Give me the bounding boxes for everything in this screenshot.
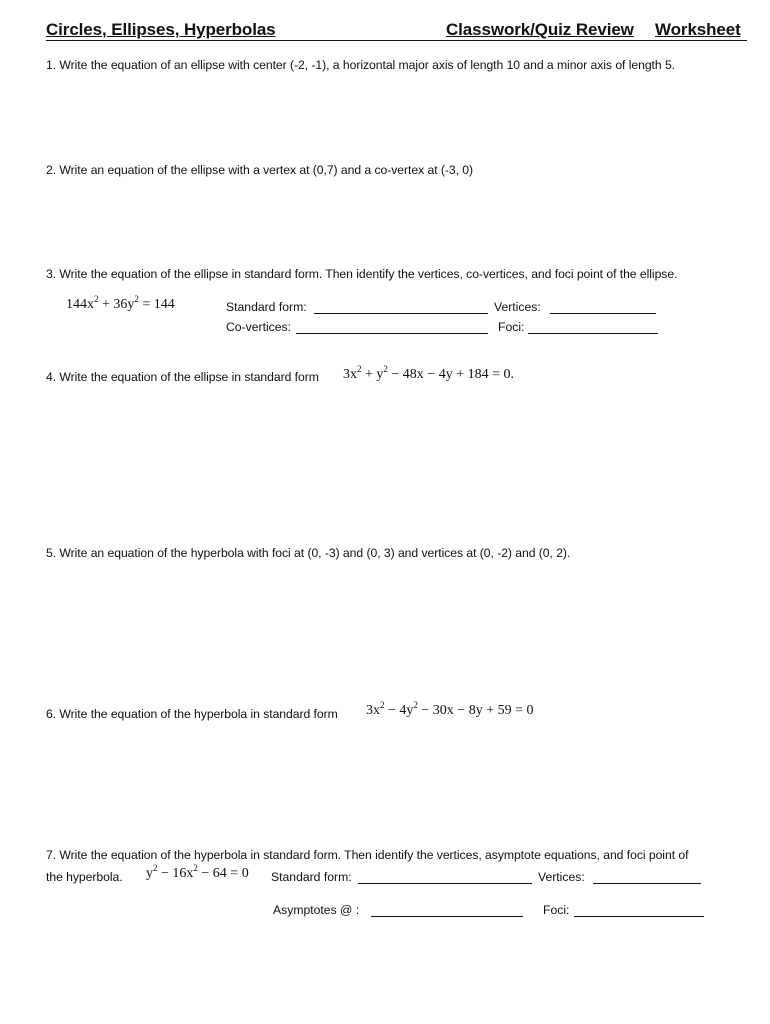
question-7-line-2: the hyperbola. (46, 870, 123, 884)
question-5: 5. Write an equation of the hyperbola with foci at (0, -3) and (0, 3) and vertices at (0, -2) and (0, 2). (46, 546, 571, 560)
question-4-equation: $3x^2 + y^2 - 48x - 4y + 184 = 0$. (343, 364, 514, 382)
q3-vertices-label: Vertices: (494, 300, 541, 314)
header-rule (46, 40, 747, 41)
q7-asymptotes-label: Asymptotes @ : (273, 903, 360, 917)
q3-vertices-blank[interactable] (550, 313, 656, 314)
q7-asymptotes-blank[interactable] (371, 916, 523, 917)
q7-foci-blank[interactable] (574, 916, 704, 917)
q7-vertices-label: Vertices: (538, 870, 585, 884)
q3-standard-form-label: Standard form: (226, 300, 307, 314)
worksheet-title: Circles, Ellipses, Hyperbolas (46, 20, 276, 39)
q7-standard-form-blank[interactable] (358, 883, 532, 884)
q3-co-vertices-blank[interactable] (296, 333, 488, 334)
worksheet-subtitle-right: Worksheet (655, 20, 741, 39)
question-4: 4. Write the equation of the ellipse in standard form (46, 370, 319, 384)
q3-standard-form-blank[interactable] (314, 313, 488, 314)
q3-foci-label: Foci: (498, 320, 525, 334)
question-6: 6. Write the equation of the hyperbola in standard form (46, 707, 338, 721)
question-6-equation: $3x^2 - 4y^2 - 30x - 8y + 59 = 0$ (366, 700, 534, 718)
q3-co-vertices-label: Co-vertices: (226, 320, 292, 334)
q7-vertices-blank[interactable] (593, 883, 701, 884)
question-7-equation: $y^2 - 16x^2 - 64 = 0$ (146, 863, 249, 881)
question-2: 2. Write an equation of the ellipse with a vertex at (0,7) and a co-vertex at (-3, 0) (46, 163, 474, 177)
question-1: 1. Write the equation of an ellipse with center (-2, -1), a horizontal major axis of length 10 and a minor axis of length 5. (46, 58, 676, 72)
q7-standard-form-label: Standard form: (271, 870, 352, 884)
question-7-line-1: 7. Write the equation of the hyperbola in standard form. Then identify the vertices, asymptote equations, and foci point of (46, 848, 689, 862)
q3-foci-blank[interactable] (528, 333, 658, 334)
q7-foci-label: Foci: (543, 903, 570, 917)
question-3: 3. Write the equation of the ellipse in standard form. Then identify the vertices, co-vertices, and foci point of the ellipse. (46, 267, 678, 281)
worksheet-subtitle-left: Classwork/Quiz Review (446, 20, 634, 39)
question-3-equation: $144x^2 + 36y^2 = 144$ (66, 294, 175, 312)
